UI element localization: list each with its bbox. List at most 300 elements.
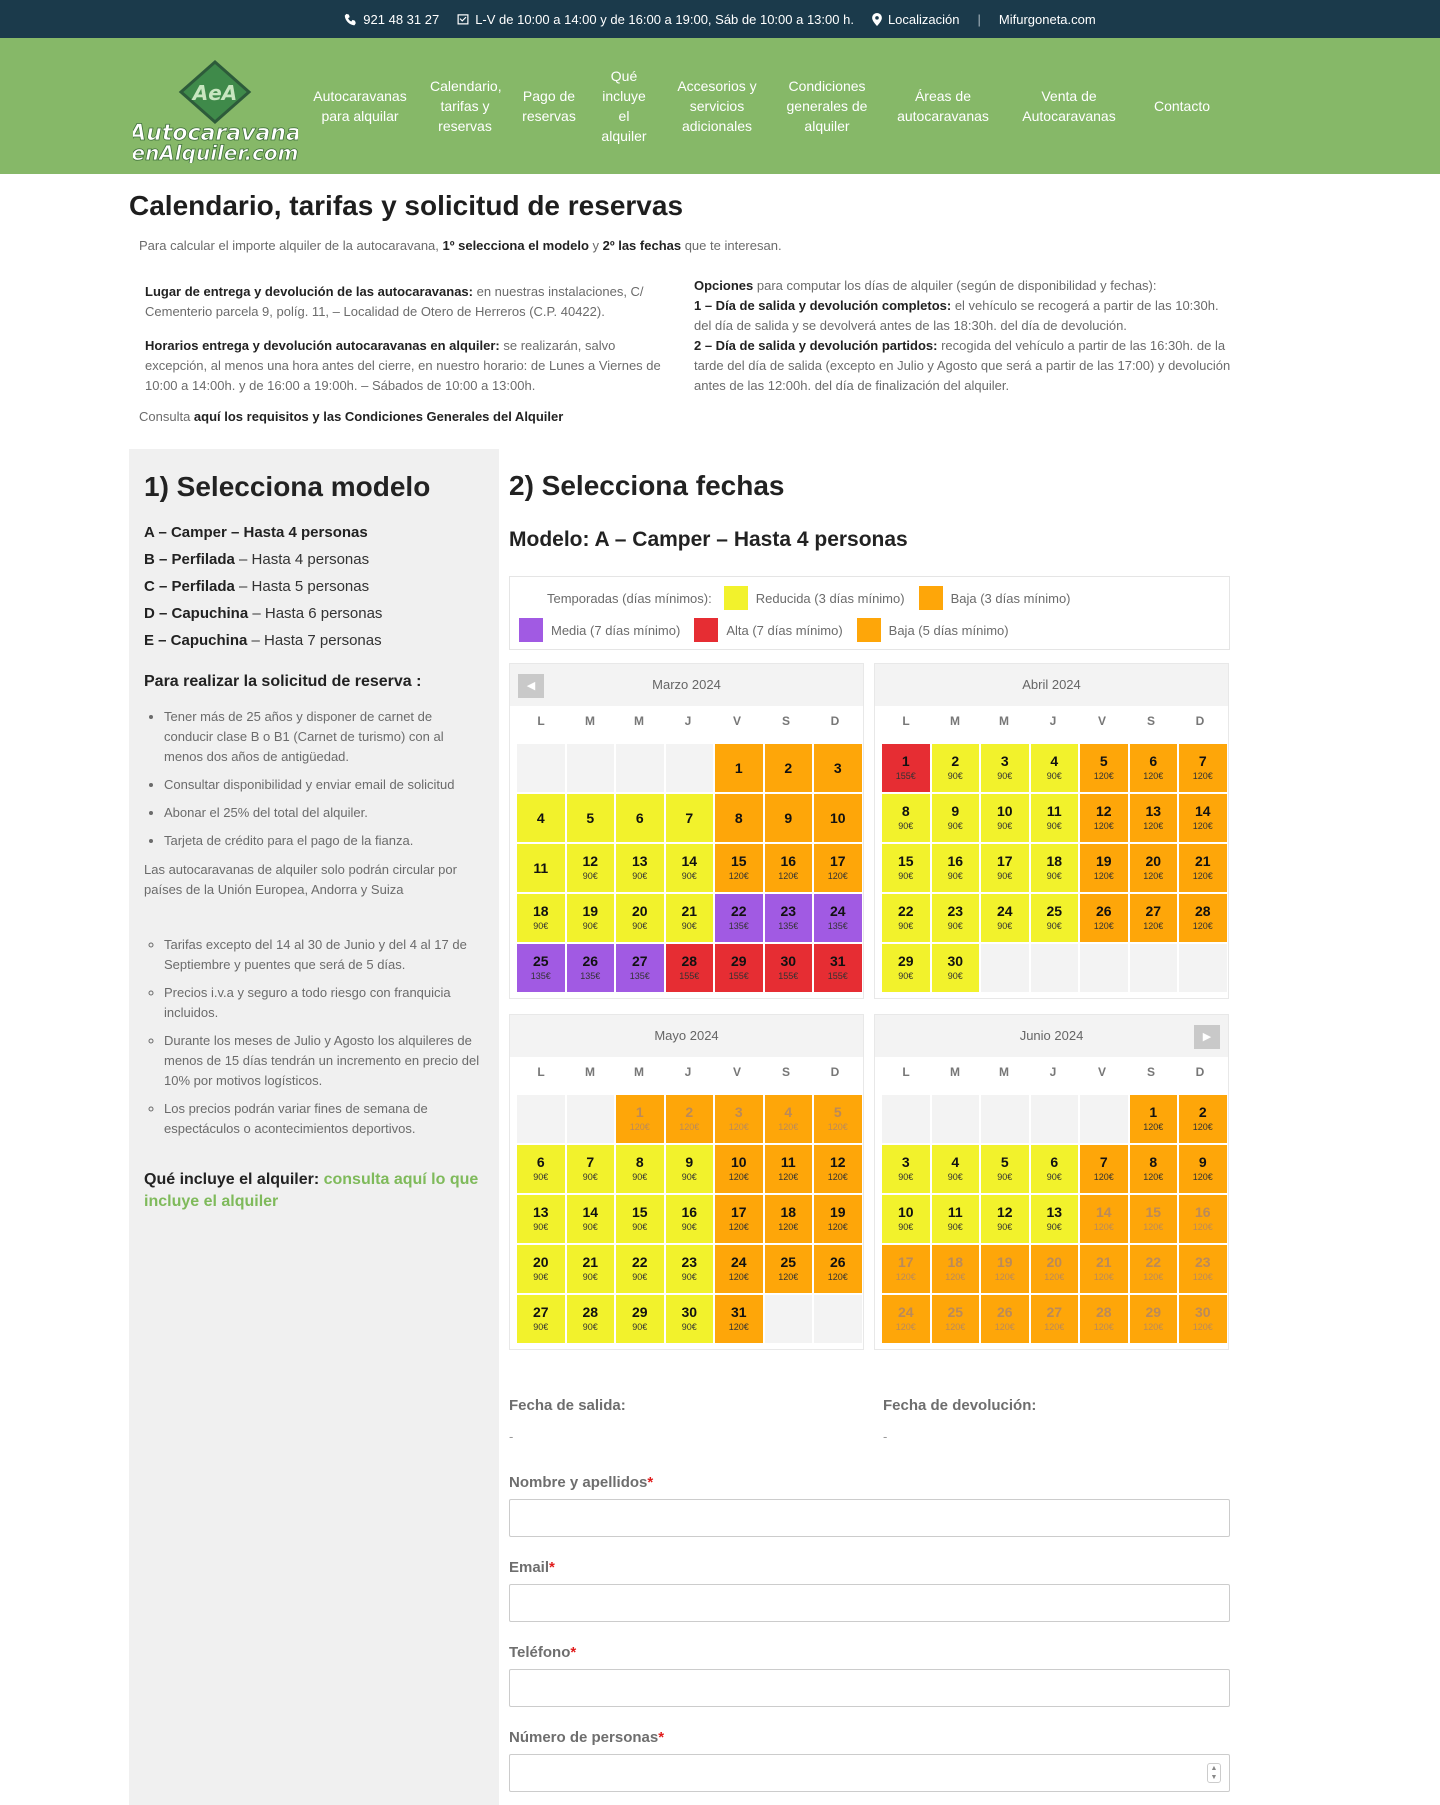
nav-menu [300,38,1232,174]
day-number: 13 [631,853,648,869]
calendar-day[interactable] [814,1145,862,1193]
day-number: 19 [829,1204,846,1220]
calendar-day[interactable] [517,1245,565,1293]
calendar-day[interactable] [616,1145,664,1193]
calendar-empty-cell [616,744,664,792]
intro-text [139,238,782,253]
calendar-empty-cell [932,1095,980,1143]
calendar-day[interactable] [981,1195,1029,1243]
day-number: 11 [533,860,549,876]
calendar-day[interactable] [981,894,1029,942]
nav-condiciones[interactable]: Condiciones generales de alquiler [786,78,868,134]
day-number: 30 [681,1304,698,1320]
model-capacity: – Hasta 7 personas [247,632,382,649]
nav-pago[interactable]: Pago de reservas [522,88,576,124]
day-price: 120€ [1093,1272,1114,1282]
return-value: - [883,1429,888,1444]
calendar-day[interactable] [715,794,763,842]
calendar-day[interactable] [616,1195,664,1243]
day-number: 9 [951,803,960,819]
calendar-day[interactable] [666,1295,714,1343]
day-price: 90€ [533,921,549,931]
day-price: 135€ [629,971,650,981]
calendar-day[interactable] [932,944,980,992]
day-number: 2 [1198,1104,1207,1120]
calendar-month-title: Junio 2024 [1019,1028,1084,1043]
calendar-day[interactable] [1080,794,1128,842]
model-option[interactable] [144,573,382,600]
day-price: 120€ [1093,821,1114,831]
day-number: 10 [829,810,846,826]
conditions-link[interactable]: aquí los requisitos y las Condiciones Generales del Alquiler [193,409,564,424]
weekday-label: V [1097,714,1106,728]
calendar-header [875,1015,1228,1057]
day-price: 120€ [827,871,848,881]
people-label-text: Número de personas [509,1729,659,1746]
weekday-label: S [781,714,790,728]
calendar-day[interactable] [715,844,763,892]
day-number: 15 [631,1204,648,1220]
calendar-empty-cell [1179,944,1227,992]
day-price: 120€ [1093,1172,1114,1182]
calendar-day[interactable] [765,1195,813,1243]
calendar-day[interactable] [1080,744,1128,792]
calendar-day[interactable] [1179,744,1227,792]
day-number: 1 [734,760,743,776]
calendar-day[interactable] [814,894,862,942]
weekday-label: M [999,1065,1009,1079]
day-number: 5 [586,810,595,826]
day-price: 120€ [1143,1122,1164,1132]
day-price: 90€ [1046,821,1062,831]
weekday-label: M [585,714,595,728]
calendar-day[interactable] [567,844,615,892]
legend-swatch-baja-5 [857,618,881,642]
required-mark: * [647,1474,654,1491]
required-mark: * [570,1644,577,1661]
calendar-day[interactable] [1031,844,1079,892]
calendar-day [814,1095,862,1143]
day-number: 7 [1099,1154,1108,1170]
day-number: 5 [1000,1154,1009,1170]
calendar-day[interactable] [932,794,980,842]
next-month-arrow-icon[interactable]: ▶ [1194,1025,1220,1049]
day-price: 90€ [947,871,963,881]
calendar-day[interactable] [517,1195,565,1243]
logo-badge [133,58,298,163]
weekday-label: D [830,1065,840,1079]
people-number-input[interactable] [509,1754,1230,1792]
calendar-day[interactable] [882,894,930,942]
weekday-label: V [732,714,741,728]
day-price: 90€ [681,871,697,881]
day-price: 120€ [895,1272,916,1282]
email-input[interactable] [509,1584,1230,1622]
calendar-day[interactable] [715,944,763,992]
day-price: 120€ [1143,821,1164,831]
day-price: 90€ [533,1322,549,1332]
calendar-grid [510,744,863,992]
intro-bold: 2º las fechas [602,238,682,253]
day-number: 17 [730,1204,747,1220]
day-price: 90€ [681,921,697,931]
day-number: 20 [1046,1254,1063,1270]
day-number: 12 [1095,803,1112,819]
day-number: 23 [780,903,797,919]
calendar-day[interactable] [814,1195,862,1243]
calendar-day[interactable] [666,894,714,942]
people-field-label [509,1729,664,1746]
day-number: 16 [947,853,964,869]
day-number: 13 [1046,1204,1063,1220]
day-price: 90€ [1046,1222,1062,1232]
model-capacity: – Hasta 5 personas [234,578,370,595]
day-number: 4 [784,1104,793,1120]
weekday-header [875,706,1228,744]
day-price: 120€ [778,1122,799,1132]
calendar-empty-cell [981,944,1029,992]
calendar-day[interactable] [1130,844,1178,892]
calendar-day[interactable] [666,944,714,992]
weekday-label: V [1097,1065,1106,1079]
nav-calendario[interactable]: Calendario, tarifas y reservas [430,78,502,134]
calendar-day[interactable] [882,944,930,992]
day-price: 90€ [582,1172,598,1182]
nav-contacto[interactable]: Contacto [1153,98,1211,114]
weekday-label: D [1195,714,1205,728]
calendar-day[interactable] [981,794,1029,842]
location-label: Localización [887,11,960,27]
legend-row-2 [519,618,1009,642]
day-price: 120€ [1093,871,1114,881]
option-1-text: el vehículo se recogerá a partir de las 10:30h. del día de salida y se devolverá antes de las 18:30h. del día de devolución. [694,298,1219,333]
phone-info[interactable] [344,12,439,27]
calendar-day[interactable] [765,744,813,792]
calendar-day[interactable] [1080,1145,1128,1193]
day-number: 2 [951,753,960,769]
delivery-place-label: Lugar de entrega y devolución de las autocaravanas: [145,284,473,299]
calendar-day[interactable] [517,1145,565,1193]
calendar-day[interactable] [616,894,664,942]
nav-accesorios[interactable]: Accesorios y servicios adicionales [677,78,757,134]
day-number: 6 [1149,753,1158,769]
calendar-day[interactable] [666,1145,714,1193]
calendar-day[interactable] [715,744,763,792]
day-price: 90€ [1046,1172,1062,1182]
calendar-day[interactable] [765,944,813,992]
intro-bold: 1º selecciona el modelo [442,238,589,253]
rate-note-item: ◦ Los precios podrán variar fines de semana de espectáculos o acontecimientos deportivos. [164,1099,484,1139]
options-label: Opciones [694,278,754,293]
day-number: 7 [1198,753,1207,769]
site-label: Mifurgoneta.com [998,11,1096,27]
number-stepper[interactable]: ▲ ▼ [1207,1763,1221,1783]
calendar-day[interactable] [567,794,615,842]
calendar-day[interactable] [882,794,930,842]
calendar-day[interactable] [616,944,664,992]
calendar-day[interactable] [765,1245,813,1293]
calendar-day[interactable] [814,944,862,992]
day-number: 28 [582,1304,599,1320]
calendar-grid [510,1095,863,1343]
day-number: 31 [730,1304,747,1320]
model-capacity: – Hasta 4 personas [234,551,370,568]
calendar-month [874,663,1229,999]
calendar-day[interactable] [1179,894,1227,942]
day-number: 19 [582,903,599,919]
day-number: 9 [784,810,793,826]
calendar-day[interactable] [517,794,565,842]
calendar-month-title: Marzo 2024 [652,677,721,692]
includes-link[interactable]: consulta aquí lo que incluye el alquiler [144,1171,479,1210]
calendar-day[interactable] [932,894,980,942]
day-price: 120€ [945,1322,966,1332]
day-number: 27 [631,953,648,969]
calendar-day[interactable] [715,894,763,942]
name-input[interactable] [509,1499,1230,1537]
day-number: 29 [730,953,747,969]
calendar-day[interactable] [1179,844,1227,892]
weekday-label: J [1049,714,1057,728]
day-number: 13 [1145,803,1162,819]
day-price: 120€ [827,1222,848,1232]
calendar-day [765,1095,813,1143]
day-price: 120€ [1143,921,1164,931]
calendar-day[interactable] [567,1145,615,1193]
departure-value: - [509,1429,514,1444]
day-number: 24 [996,903,1013,919]
day-number: 10 [730,1154,747,1170]
calendar-day[interactable] [981,744,1029,792]
day-number: 14 [582,1204,599,1220]
calendar-day[interactable] [932,844,980,892]
day-number: 8 [635,1154,644,1170]
day-price: 90€ [632,1272,648,1282]
nav-venta[interactable]: Venta de Autocaravanas [1022,88,1116,124]
calendar-day[interactable] [1179,1095,1227,1143]
calendar-day[interactable] [666,1195,714,1243]
calendar-day[interactable] [666,1245,714,1293]
calendar-day[interactable] [814,844,862,892]
day-price: 90€ [898,1172,914,1182]
calendar-day[interactable] [616,1295,664,1343]
calendar-day[interactable] [567,1295,615,1343]
topbar-divider: | [977,11,981,27]
day-number: 8 [901,803,910,819]
calendar-day[interactable] [882,1195,930,1243]
calendar-day[interactable] [765,794,813,842]
calendar-day[interactable] [517,944,565,992]
day-price: 120€ [778,871,799,881]
calendar-day[interactable] [1031,744,1079,792]
calendar-day[interactable] [814,794,862,842]
calendar-day[interactable] [932,1195,980,1243]
calendar-empty-cell [765,1295,813,1343]
day-number: 6 [536,1154,545,1170]
calendar-empty-cell [1080,944,1128,992]
day-number: 23 [947,903,964,919]
rate-note-item: ◦ Precios i.v.a y seguro a todo riesgo con franquicia incluidos. [164,983,484,1023]
calendar-day[interactable] [616,844,664,892]
day-price: 120€ [728,1272,749,1282]
day-price: 90€ [1046,771,1062,781]
day-number: 9 [685,1154,694,1170]
calendar-day[interactable] [932,1145,980,1193]
includes-line [144,1169,484,1213]
calendar-day[interactable] [1031,794,1079,842]
calendar-empty-cell [814,1295,862,1343]
legend-label-media: Media (7 días mínimo) [551,622,681,638]
nav-areas[interactable]: Áreas de autocaravanas [897,88,989,124]
model-option[interactable] [144,627,382,654]
weekday-label: J [684,714,692,728]
calendar-day [1031,1245,1079,1293]
day-price: 120€ [1192,1272,1213,1282]
day-price: 120€ [728,1322,749,1332]
season-legend [509,576,1230,650]
calendar-day[interactable] [666,794,714,842]
calendar-day[interactable] [1130,794,1178,842]
day-price: 120€ [994,1322,1015,1332]
day-number: 21 [681,903,698,919]
calendar-day[interactable] [765,1145,813,1193]
calendar-day[interactable] [715,1245,763,1293]
day-number: 7 [685,810,694,826]
calendar-check-icon [457,13,469,25]
calendar-day [1080,1295,1128,1343]
requirement-item: • Tener más de 25 años y disponer de carnet de conducir clase B o B1 (Carnet de turismo) con al menos dos años de antigüedad. [164,707,484,767]
day-price: 135€ [530,971,551,981]
calendar-day [981,1245,1029,1293]
calendar-day[interactable] [1130,1145,1178,1193]
calendar-day[interactable] [1179,794,1227,842]
calendar-day[interactable] [981,844,1029,892]
day-price: 120€ [778,1172,799,1182]
calendar-day[interactable] [882,1145,930,1193]
calendar-day[interactable] [715,1145,763,1193]
calendar-day[interactable] [1080,894,1128,942]
day-price: 155€ [778,971,799,981]
calendar-day[interactable] [932,744,980,792]
email-label-text: Email [509,1559,550,1576]
day-number: 25 [780,1254,797,1270]
location-link[interactable] [872,12,960,27]
day-number: 10 [996,803,1013,819]
option-1 [694,296,1234,336]
day-price: 120€ [728,1172,749,1182]
calendar-day[interactable] [567,894,615,942]
calendar-day[interactable] [715,1195,763,1243]
calendar-month-title: Mayo 2024 [654,1028,719,1043]
calendar-day[interactable] [1130,1095,1178,1143]
nav-que-incluye[interactable]: Qué incluye el alquiler [601,68,647,144]
requirements-heading: Para realizar la solicitud de reserva : [144,673,422,690]
day-number: 8 [734,810,743,826]
day-price: 90€ [681,1172,697,1182]
calendar-day[interactable] [517,1295,565,1343]
day-price: 120€ [1143,771,1164,781]
day-price: 120€ [1044,1322,1065,1332]
day-number: 3 [734,1104,743,1120]
nav-autocaravanas[interactable]: Autocaravanas para alquilar [313,88,407,124]
weekday-header [875,1057,1228,1095]
intro-part: que te interesan. [681,238,782,253]
day-number: 20 [631,903,648,919]
model-option[interactable] [144,546,382,573]
calendar-day[interactable] [1130,744,1178,792]
includes-label: Qué incluye el alquiler: [144,1171,324,1188]
model-option[interactable] [144,519,382,546]
day-number: 20 [1145,853,1162,869]
calendar-day[interactable] [882,844,930,892]
day-price: 120€ [827,1122,848,1132]
calendar-day[interactable] [616,794,664,842]
calendar-day[interactable] [1080,844,1128,892]
day-price: 90€ [947,1172,963,1182]
day-price: 90€ [947,821,963,831]
calendar-day[interactable] [1031,1145,1079,1193]
calendar-day[interactable] [1130,894,1178,942]
day-price: 155€ [728,971,749,981]
calendar-day[interactable] [882,744,930,792]
svg-text:enAlquiler.com: enAlquiler.com [133,141,298,163]
svg-text:Autocaravana: Autocaravana [133,121,298,146]
calendar-day[interactable] [715,1295,763,1343]
day-price: 135€ [728,921,749,931]
calendar-day[interactable] [666,844,714,892]
calendar-day[interactable] [1179,1145,1227,1193]
calendar-day[interactable] [567,944,615,992]
calendar-day[interactable] [981,1145,1029,1193]
required-mark: * [549,1559,555,1576]
day-number: 3 [901,1154,910,1170]
day-price: 120€ [1093,1322,1114,1332]
model-option[interactable] [144,600,382,627]
calendar-day[interactable] [517,844,565,892]
prev-month-arrow-icon[interactable]: ◀ [518,674,544,698]
day-price: 120€ [994,1272,1015,1282]
phone-input[interactable] [509,1669,1230,1707]
day-price: 120€ [1143,871,1164,881]
calendar-empty-cell [517,1095,565,1143]
calendar-day[interactable] [1031,1195,1079,1243]
calendar-day[interactable] [567,1195,615,1243]
weekday-label: M [634,714,644,728]
day-price: 90€ [632,1222,648,1232]
site-link[interactable] [999,12,1096,27]
calendar-day[interactable] [765,844,813,892]
calendar-day[interactable] [1031,894,1079,942]
main-navigation [0,38,1440,174]
calendar-day[interactable] [814,1245,862,1293]
day-number: 11 [947,1204,963,1220]
phone-label-text: Teléfono [509,1644,571,1661]
phone-field-label [509,1644,576,1661]
calendar-day[interactable] [567,1245,615,1293]
calendar-day[interactable] [765,894,813,942]
calendar-day[interactable] [616,1245,664,1293]
site-logo[interactable] [133,58,298,163]
day-price: 120€ [1192,1322,1213,1332]
day-number: 4 [951,1154,960,1170]
day-number: 27 [1046,1304,1063,1320]
day-number: 27 [532,1304,549,1320]
calendar-day[interactable] [517,894,565,942]
day-number: 17 [996,853,1013,869]
day-price: 120€ [895,1322,916,1332]
weekday-label: M [950,1065,960,1079]
calendar-day[interactable] [814,744,862,792]
